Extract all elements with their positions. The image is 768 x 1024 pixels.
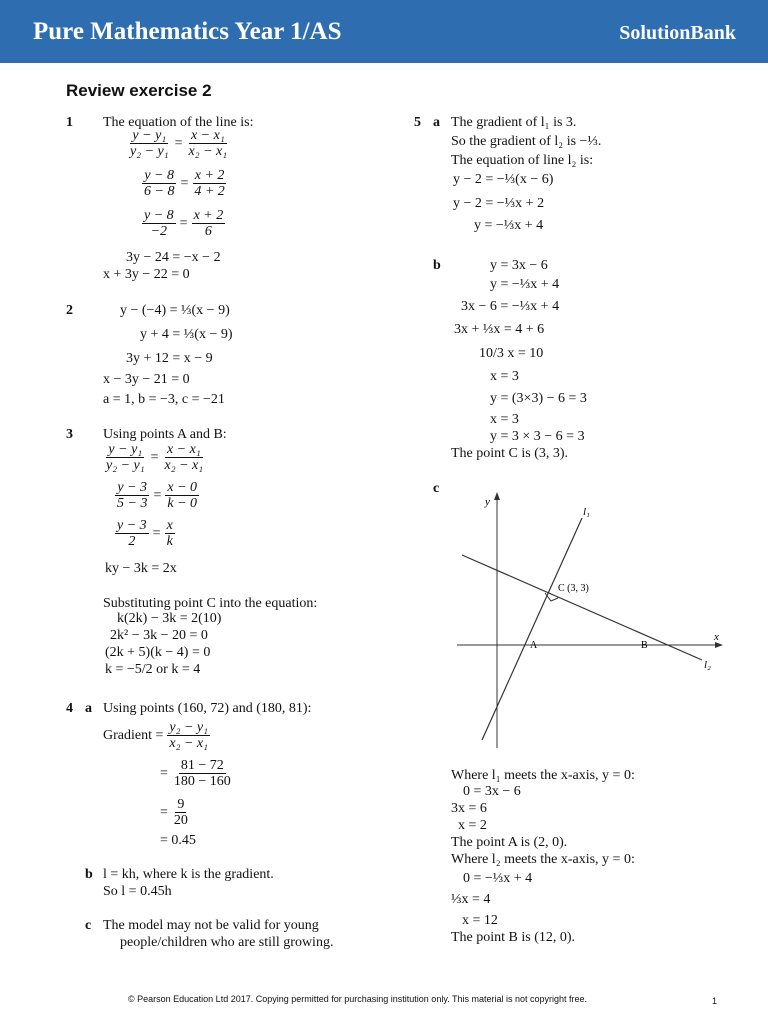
q5-b-line-7: y = (3×3) − 6 = 3 — [490, 391, 587, 406]
q5-c-line-10: The point B is (12, 0). — [451, 930, 576, 945]
q2-line-4: x − 3y − 21 = 0 — [103, 372, 190, 387]
question-number-5: 5 — [414, 115, 421, 130]
q3-f3-den-left: 2 — [128, 534, 136, 549]
q4-c-line-2: people/children who are still growing. — [120, 935, 334, 950]
q1-f2-den-right: 4 + 2 — [194, 184, 225, 199]
q1-f2-den-left: 6 − 8 — [144, 184, 175, 199]
q1-f2-num-right: x + 2 — [194, 168, 225, 183]
q5-a-line-4: y − 2 = −⅓(x − 6) — [453, 172, 554, 187]
question-number-2: 2 — [66, 303, 73, 318]
q4-f2-num: 81 − 72 — [180, 758, 224, 773]
q3-line-1: ky − 3k = 2x — [105, 561, 177, 576]
q4-gradient-formula — [103, 720, 210, 751]
q5-b-line-9: y = 3 × 3 − 6 = 3 — [490, 429, 585, 444]
q4-equals-2: = — [160, 804, 168, 820]
q1-fraction-2: $\frac{y - 8}{6 - 8}$ = $\frac{x + 2}{4 + 2}$ — [144, 168, 225, 199]
q1-f2-num-left: y − 8 — [144, 168, 175, 183]
q4-fraction-2 — [160, 758, 233, 789]
q5-c-line-6: Where l₂ meets the x-axis, y = 0: — [451, 852, 635, 867]
question-number-4: 4 — [66, 701, 73, 716]
graph-label-x: x — [714, 631, 719, 643]
q3-f2-den-right: k − 0 — [167, 496, 198, 511]
q4-f1-num: y₂ − y₁ — [169, 720, 208, 735]
q3-fraction-3: $\frac{y - 3}{2}$ = $\frac{x}{k}$ — [117, 518, 173, 549]
q5-b-line-1: y = 3x − 6 — [490, 258, 548, 273]
q5-c-line-8: ⅓x = 4 — [451, 892, 491, 907]
q2-line-2: y + 4 = ⅓(x − 9) — [140, 327, 233, 342]
q4-part-b: b — [85, 867, 93, 882]
q3-f1-den-right: x₂ − x₁ — [164, 458, 204, 473]
q5-c-line-3: 3x = 6 — [451, 801, 487, 816]
q2-line-5: a = 1, b = −3, c = −21 — [103, 392, 225, 407]
q3-fraction-1: $\frac{\text{y − y₁}}{\text{y₂ − y₁}}$ = $\frac{\text{x − x₁}}{\text{x₂ − x₁}}$ — [106, 442, 204, 473]
graph-label-a: A — [530, 640, 538, 651]
q1-f3-num-left: y − 8 — [144, 208, 174, 223]
q3-f1-den-left: y₂ − y₁ — [106, 458, 145, 473]
q1-line-1: 3y − 24 = −x − 2 — [126, 250, 221, 265]
q4-gradient-label: Gradient = — [103, 727, 164, 743]
y-axis-arrow — [494, 492, 500, 500]
q4-b-line-1: l = kh, where k is the gradient. — [103, 867, 274, 882]
q5-a-line-6: y = −⅓x + 4 — [474, 218, 544, 233]
q1-f1-num-right: x − x₁ — [190, 128, 225, 143]
q1-f3-num-right: x + 2 — [193, 208, 224, 223]
graph-label-b: B — [641, 640, 648, 651]
q3-line-2: Substituting point C into the equation: — [103, 596, 318, 611]
q4-intro: Using points (160, 72) and (180, 81): — [103, 701, 312, 716]
q4-part-a: a — [85, 701, 92, 716]
q5-graph — [452, 490, 724, 754]
graph-label-l1: l₁ — [583, 506, 590, 518]
q5-a-line-2: So the gradient of l₂ is −⅓. — [451, 134, 602, 149]
q5-c-line-9: x = 12 — [462, 913, 498, 928]
brand-label: SolutionBank — [619, 22, 736, 44]
q1-f3-den-left: −2 — [150, 224, 168, 239]
q4-f3-den: 20 — [173, 813, 188, 828]
graph-label-c: C (3, 3) — [558, 583, 589, 594]
q5-part-c: c — [433, 481, 440, 496]
q4-b-line-2: So l = 0.45h — [103, 884, 172, 899]
q3-f2-num-left: y − 3 — [117, 480, 148, 495]
q4-c-line-1: The model may not be valid for young — [103, 918, 319, 933]
q5-a-line-5: y − 2 = −⅓x + 2 — [453, 196, 545, 211]
q3-line-5: (2k + 5)(k − 4) = 0 — [105, 645, 211, 660]
q5-b-line-3: 3x − 6 = −⅓x + 4 — [461, 299, 560, 314]
q1-fraction-1: $\frac{\text{y − y₁}}{\text{y₂ − y₁}}$ = $\frac{\text{x − x₁}}{\text{x₂ − x₁}}$ — [130, 128, 228, 159]
q5-c-line-5: The point A is (2, 0). — [451, 835, 568, 850]
q3-f2-den-left: 5 − 3 — [117, 496, 148, 511]
q4-f3-num: 9 — [177, 797, 185, 812]
q5-a-line-1: The gradient of l₁ is 3. — [451, 115, 577, 130]
q5-b-line-2: y = −⅓x + 4 — [490, 277, 560, 292]
q4-fraction-3 — [160, 797, 190, 828]
q5-part-a: a — [433, 115, 440, 130]
q5-a-line-3: The equation of line l₂ is: — [451, 153, 594, 168]
graph-label-l2: l₂ — [704, 659, 711, 671]
q5-b-line-8: x = 3 — [490, 412, 519, 427]
q4-part-c: c — [85, 918, 92, 933]
q4-f2-den: 180 − 160 — [173, 774, 231, 789]
q3-f3-num-left: y − 3 — [117, 518, 147, 533]
question-number-1: 1 — [66, 115, 73, 130]
q5-b-line-10: The point C is (3, 3). — [451, 446, 569, 461]
q3-f1-num-left: y − y₁ — [108, 442, 143, 457]
page-title: Review exercise 2 — [66, 81, 212, 100]
page-number: 1 — [712, 996, 718, 1006]
q1-f1-num-left: y − y₁ — [132, 128, 167, 143]
q3-line-6: k = −5/2 or k = 4 — [105, 662, 201, 677]
q1-f3-den-right: 6 — [204, 224, 212, 239]
question-number-3: 3 — [66, 427, 73, 442]
q2-line-1: y − (−4) = ⅓(x − 9) — [120, 303, 230, 318]
q3-f1-num-right: x − x₁ — [166, 442, 201, 457]
q1-f1-den-left: y₂ − y₁ — [130, 144, 169, 159]
q5-b-line-5: 10/3 x = 10 — [479, 346, 544, 361]
line-l2 — [462, 555, 702, 660]
q3-f2-num-right: x − 0 — [167, 480, 198, 495]
q5-c-line-2: 0 = 3x − 6 — [463, 784, 521, 799]
q1-line-2: x + 3y − 22 = 0 — [103, 267, 190, 282]
q1-fraction-3: $\frac{y - 8}{-2}$ = $\frac{x + 2}{6}$ — [144, 208, 224, 239]
q3-fraction-2: $\frac{y - 3}{5 - 3}$ = $\frac{x - 0}{k - 0}$ — [117, 480, 198, 511]
copyright-footer: © Pearson Education Ltd 2017. Copying permitted for purchasing institution only. This material is not copyright free. — [128, 994, 588, 1004]
q5-b-line-4: 3x + ⅓x = 4 + 6 — [454, 322, 545, 337]
q3-line-3: k(2k) − 3k = 2(10) — [117, 611, 222, 626]
q3-f3-den-right: k — [166, 534, 173, 549]
q1-f1-den-right: x₂ − x₁ — [188, 144, 228, 159]
q3-line-4: 2k² − 3k − 20 = 0 — [110, 628, 208, 643]
q4-result: = 0.45 — [160, 833, 196, 848]
page-header — [0, 0, 768, 63]
graph-label-y: y — [485, 496, 490, 508]
q5-c-line-4: x = 2 — [458, 818, 487, 833]
q2-line-3: 3y + 12 = x − 9 — [126, 351, 213, 366]
q5-b-line-6: x = 3 — [490, 369, 519, 384]
q3-intro: Using points A and B: — [103, 427, 227, 442]
q5-c-line-1: Where l₁ meets the x-axis, y = 0: — [451, 768, 635, 783]
q3-f3-num-right: x — [166, 518, 173, 533]
q5-c-line-7: 0 = −⅓x + 4 — [463, 871, 533, 886]
q4-f1-den: x₂ − x₁ — [169, 736, 208, 751]
book-title: Pure Mathematics Year 1/AS — [33, 18, 342, 45]
q5-part-b: b — [433, 258, 441, 273]
q1-intro: The equation of the line is: — [103, 115, 254, 130]
q4-equals-1: = — [160, 765, 168, 781]
